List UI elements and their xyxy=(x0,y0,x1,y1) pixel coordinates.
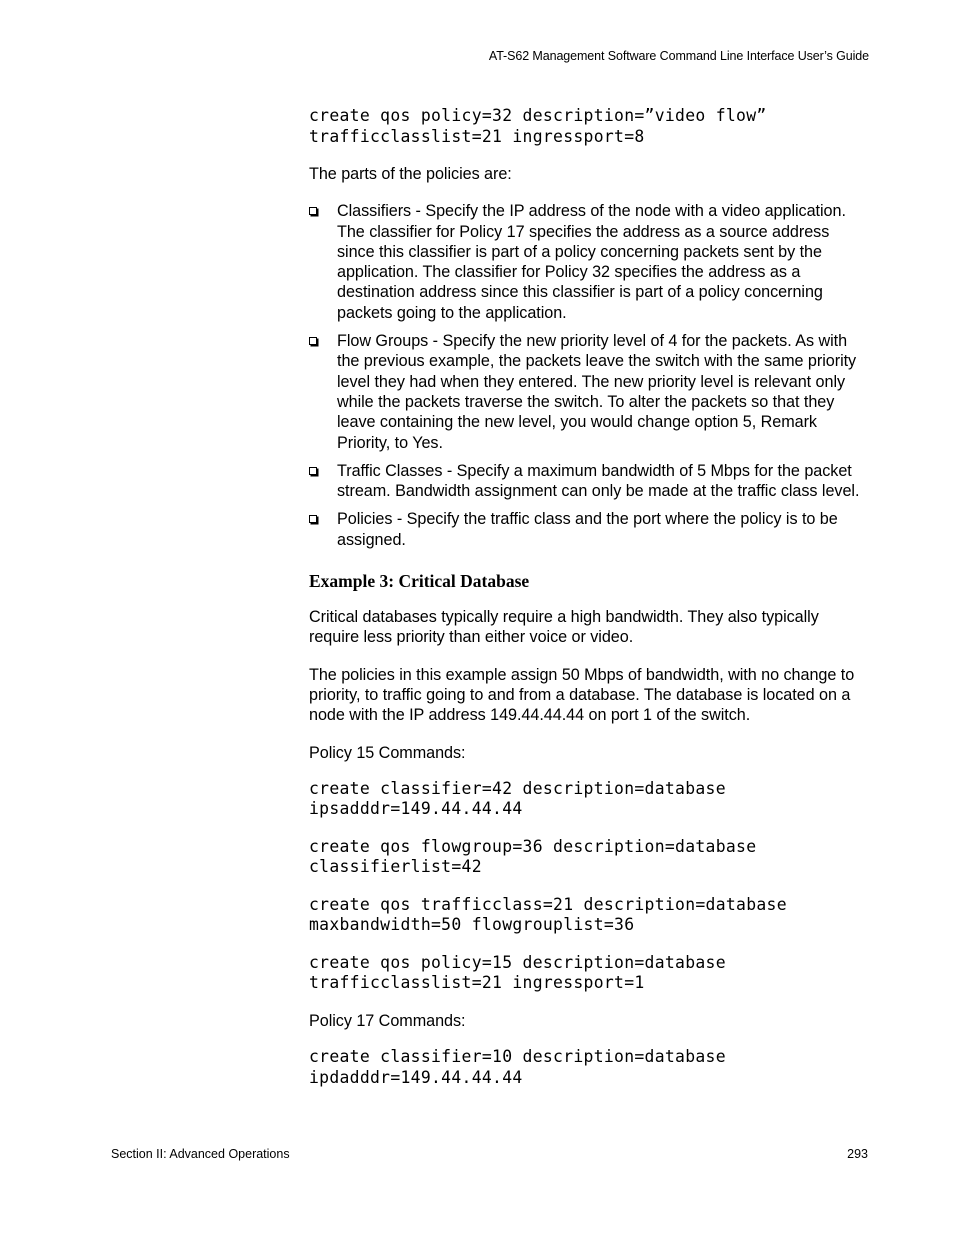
parts-list xyxy=(309,201,871,550)
page-content xyxy=(309,106,871,1088)
list-item-text: Flow Groups - Specify the new priority level of 4 for the packets. As with the previous example, the packets leave the switch with the same priority level they had when they entered. The new priority level is relevant only while the packets traverse the switch. To alter the packets so that they leave containing the new level, you would change option 5, Remark Priority, to Yes. xyxy=(337,332,857,452)
list-item xyxy=(309,201,871,323)
footer-section: Section II: Advanced Operations xyxy=(111,1147,290,1161)
list-item xyxy=(309,461,871,502)
list-item-text: Classifiers - Specify the IP address of the node with a video application. The classifier for Policy 17 specifies the address as a source address since this classifier is part of a policy concerning packets sent by the application. The classifier for Policy 32 specifies the address as a destination address since this classifier is part of a policy concerning packets going to the application. xyxy=(337,202,846,322)
list-item-text: Traffic Classes - Specify a maximum bandwidth of 5 Mbps for the packet stream. Bandwidth assignment can only be made at the traffic class level. xyxy=(337,461,860,501)
page-number: 293 xyxy=(847,1147,868,1161)
paragraph: The policies in this example assign 50 Mbps of bandwidth, with no change to priority, to traffic going to and from a database. The database is located on a node with the IP address 149.44.44.44 on port 1 of the switch. xyxy=(309,665,855,725)
parts-intro: The parts of the policies are: xyxy=(309,165,512,183)
running-header: AT-S62 Management Software Command Line Interface User’s Guide xyxy=(488,49,869,63)
code-block: create qos flowgroup=36 description=database classifierlist=42 xyxy=(309,836,757,877)
code-block: create qos trafficclass=21 description=database maxbandwidth=50 flowgrouplist=36 xyxy=(309,894,787,935)
policy-17-label: Policy 17 Commands: xyxy=(309,1011,466,1030)
checkbox-bullet-icon xyxy=(309,337,317,345)
list-item xyxy=(309,509,871,550)
checkbox-bullet-icon xyxy=(309,515,317,523)
list-item-text: Policies - Specify the traffic class and the port where the policy is to be assigned. xyxy=(337,510,838,549)
code-block: create classifier=42 description=database ipsadddr=149.44.44.44 xyxy=(309,778,726,819)
paragraph: Critical databases typically require a high bandwidth. They also typically require less priority than either voice or video. xyxy=(309,608,819,647)
list-item xyxy=(309,331,871,453)
example-heading: Example 3: Critical Database xyxy=(309,571,530,592)
checkbox-bullet-icon xyxy=(309,207,317,215)
code-block: create qos policy=15 description=database trafficclasslist=21 ingressport=1 xyxy=(309,952,726,993)
code-block-policy-32: create qos policy=32 description=”video flow” trafficclasslist=21 ingressport=8 xyxy=(309,106,767,146)
checkbox-bullet-icon xyxy=(309,467,317,475)
policy-15-label: Policy 15 Commands: xyxy=(309,743,466,762)
code-block: create classifier=10 description=database ipdadddr=149.44.44.44 xyxy=(309,1047,726,1087)
